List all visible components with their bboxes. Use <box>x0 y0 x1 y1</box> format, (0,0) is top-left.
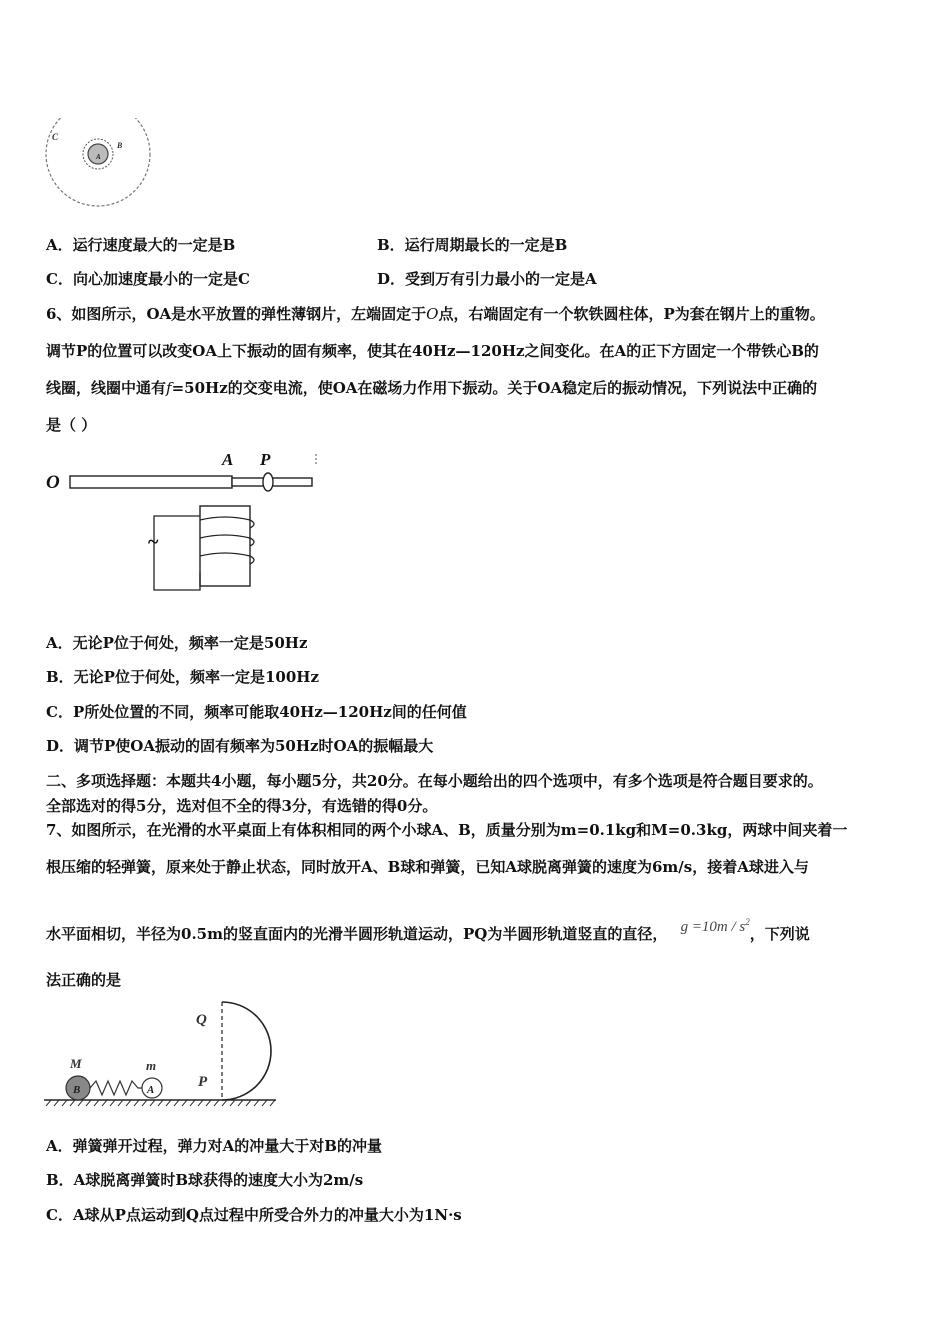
q6-stem-line1 <box>46 303 825 325</box>
q5-option-d: D．受到万有引力最小的一定是A <box>377 270 597 288</box>
ground-hatch <box>46 1100 275 1106</box>
gravity-formula <box>681 919 750 935</box>
q7-stem-line1: 7、如图所示，在光滑的水平桌面上有体积相同的两个小球A、B，质量分别为m=0.1kg和M=0.3kg，两球中间夹着一 <box>46 821 848 839</box>
label-o: O <box>46 472 60 493</box>
q6-option-c: C．P所处位置的不同，频率可能取40Hz—120Hz间的任何值 <box>46 703 467 721</box>
label-b: B <box>73 1084 81 1096</box>
label-p: P <box>260 450 271 469</box>
label-m-big: M <box>70 1056 82 1071</box>
q7-option-b: B．A球脱离弹簧时B球获得的速度大小为2m/s <box>46 1171 364 1189</box>
q6-stem-3b: =50Hz的交变电流，使OA在磁场力作用下振动。关于OA稳定后的振动情况，下列说法中正确的 <box>171 379 818 397</box>
q6-stem-1a: 6、如图所示，OA是水平放置的弹性薄钢片，左端固定于 <box>46 305 427 323</box>
q6-stem-line2: 调节P的位置可以改变OA上下振动的固有频率，使其在40Hz—120Hz之间变化。在A的正下方固定一个带铁心B的 <box>46 342 819 360</box>
section2-line2: 全部选对的得5分，选对但不全的得3分，有选错的得0分。 <box>46 797 438 815</box>
label-b: B <box>117 141 123 150</box>
label-a: A <box>96 153 101 161</box>
q5-option-a: A．运行速度最大的一定是B <box>46 236 236 254</box>
q6-option-d: D．调节P使OA振动的固有频率为50Hz时OA的振幅最大 <box>46 737 434 755</box>
label-a: A <box>222 450 234 469</box>
q7-stem-3b: ，下列说 <box>749 925 810 943</box>
semicircle-track <box>222 1002 271 1100</box>
gravity-formula-text: g =10m / s <box>680 919 746 935</box>
q6-stem-1b: 点，右端固定有一个软铁圆柱体，P为套在钢片上的重物。 <box>438 305 825 323</box>
q7-option-a: A．弹簧弹开过程，弹力对A的冲量大于对B的冲量 <box>46 1137 382 1155</box>
q6-stem-line4: 是（ ） <box>46 416 97 434</box>
q6-option-b: B．无论P位于何处，频率一定是100Hz <box>46 668 319 686</box>
label-ac-source: ~ <box>148 531 159 553</box>
q6-stem-line3 <box>46 377 817 399</box>
q6-stem-o: O <box>426 305 439 323</box>
label-m-small: m <box>146 1058 157 1073</box>
q5-option-c: C．向心加速度最小的一定是C <box>46 270 250 288</box>
circuit-wire <box>154 516 200 590</box>
label-c: C <box>52 132 59 142</box>
q7-option-c: C．A球从P点运动到Q点过程中所受合外力的冲量大小为1N·s <box>46 1206 462 1224</box>
orbit-figure <box>40 118 160 218</box>
q7-stem-line2: 根压缩的轻弹簧，原来处于静止状态，同时放开A、B球和弹簧，已知A球脱离弹簧的速度为6m/s，接着A球进入与 <box>46 858 809 876</box>
q6-option-a: A．无论P位于何处，频率一定是50Hz <box>46 634 308 652</box>
q7-stem-line4: 法正确的是 <box>46 971 122 989</box>
label-a: A <box>147 1084 155 1096</box>
q6-stem-f: f <box>166 379 172 397</box>
q6-stem-3a: 线圈，线圈中通有 <box>46 379 167 397</box>
spring <box>90 1081 142 1095</box>
weight-p <box>263 473 273 491</box>
q7-stem-3a: 水平面相切，半径为0.5m的竖直面内的光滑半圆形轨道运动，PQ为半圆形轨道竖直的直径， <box>46 925 668 943</box>
steel-plate-figure <box>40 444 330 594</box>
gravity-formula-exp: 2 <box>745 917 750 927</box>
section2-line1: 二、多项选择题：本题共4小题，每小题5分，共20分。在每小题给出的四个选项中，有多个选项是符合题目要求的。 <box>46 772 823 790</box>
label-q: Q <box>196 1012 207 1028</box>
steel-plate <box>70 476 232 488</box>
track-figure <box>42 996 282 1112</box>
label-p: P <box>198 1074 208 1090</box>
q7-stem-line3 <box>46 919 810 946</box>
q5-option-b: B．运行周期最长的一定是B <box>377 236 568 254</box>
